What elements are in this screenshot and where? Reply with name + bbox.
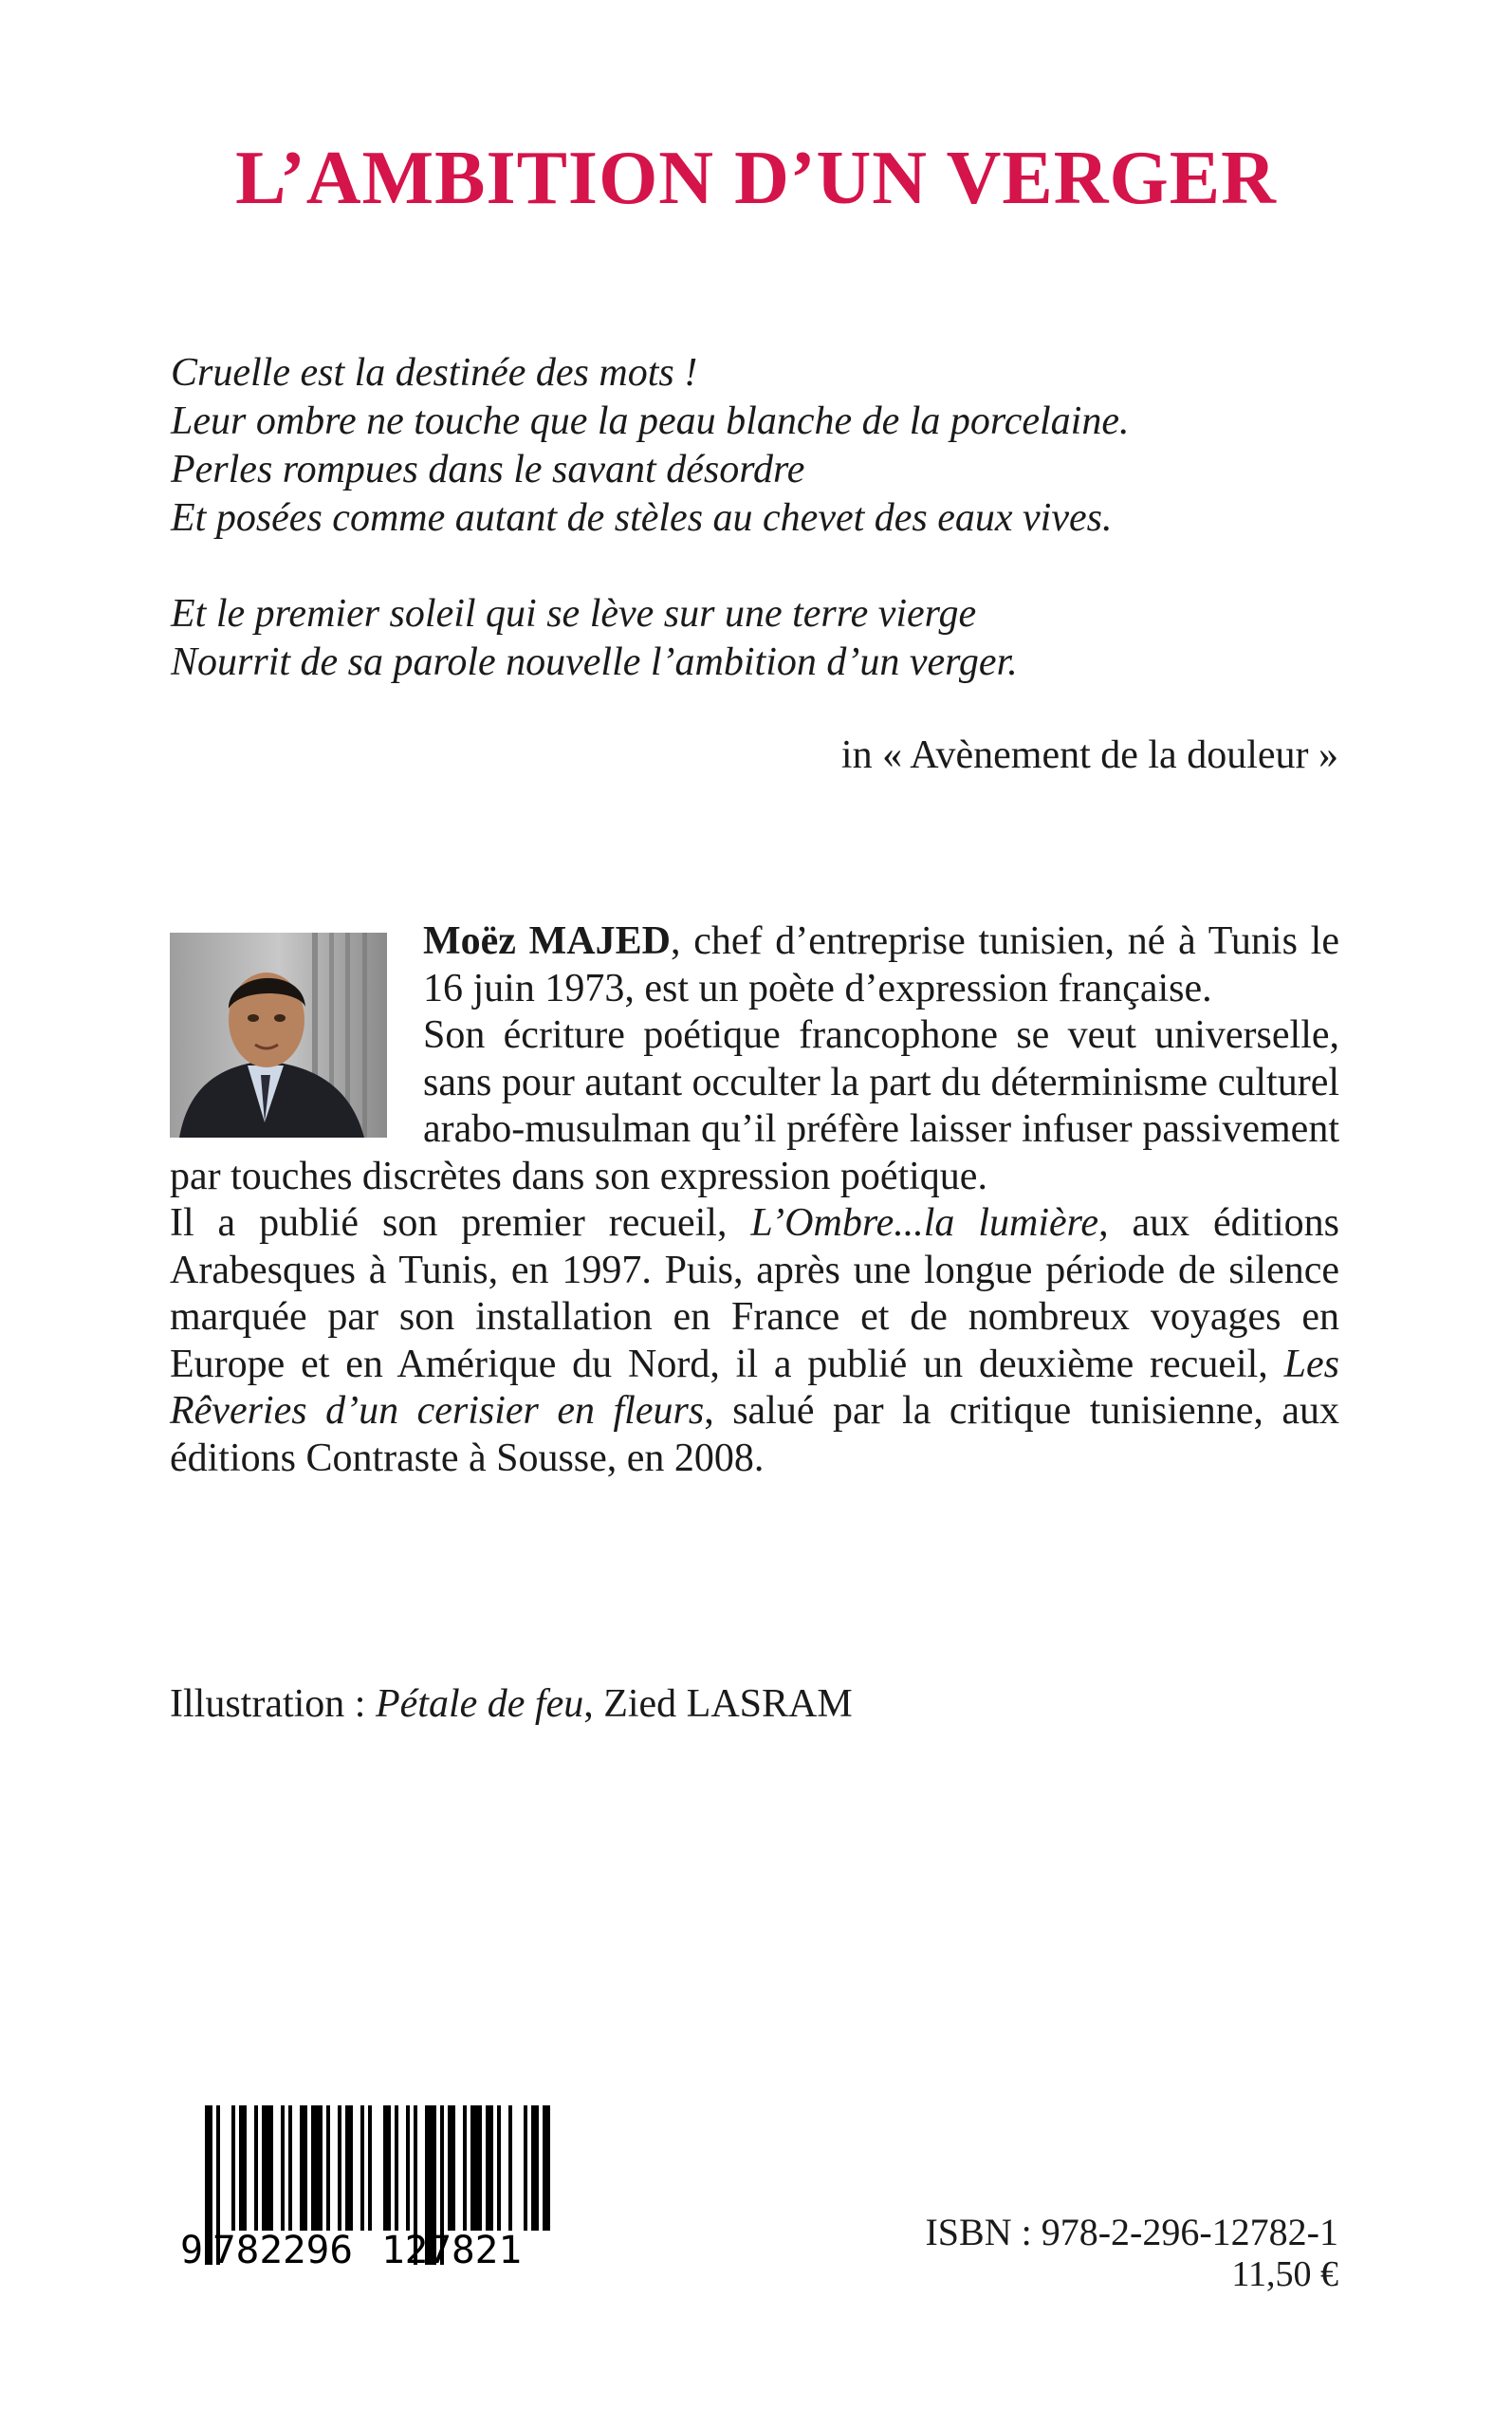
barcode (178, 2102, 577, 2268)
barcode-digit-first: 9 (180, 2229, 204, 2268)
poem-excerpt (171, 349, 1347, 734)
illustration-title: Pétale de feu (375, 1682, 584, 1726)
barcode-bar (281, 2105, 285, 2231)
poem-line: Cruelle est la destinée des mots ! (171, 351, 698, 395)
barcode-bar (448, 2105, 455, 2231)
barcode-bar (205, 2105, 212, 2265)
barcode-bar (338, 2105, 341, 2231)
barcode-bar (406, 2105, 410, 2231)
barcode-digits-right: 127821 (381, 2229, 522, 2268)
book-title: L’AMBITION D’UN VERGER (235, 137, 1277, 220)
poem-stanza-2 (171, 590, 1347, 687)
barcode-bar (368, 2105, 372, 2231)
barcode-bar (470, 2105, 482, 2231)
barcode-bar (508, 2105, 512, 2231)
illustration-credit: Illustration : Pétale de feu, Zied LASRAM (170, 1682, 853, 1726)
poem-line: Et le premier soleil qui se lève sur une terre vierge (171, 592, 977, 636)
barcode-bar (300, 2105, 307, 2231)
bio-paragraph-1: Moëz MAJED, chef d’entreprise tunisien, né à Tunis le 16 juin 1973, est un poète d’expression française. (423, 919, 1339, 1010)
barcode-bar (524, 2105, 527, 2231)
barcode-bar (345, 2105, 353, 2231)
barcode-bar (543, 2105, 550, 2231)
isbn: ISBN : 978-2-296-12782-1 (925, 2211, 1338, 2253)
poem-line: Nourrit de sa parole nouvelle l’ambition d’un verger. (171, 640, 1018, 684)
barcode-bar (288, 2105, 292, 2231)
barcode-bar (254, 2105, 258, 2231)
barcode-bar (383, 2105, 391, 2231)
barcode-bar (395, 2105, 398, 2231)
barcode-bar (486, 2105, 493, 2231)
barcode-bar (326, 2105, 330, 2231)
bio-paragraph-3: Il a publié son premier recueil, L’Ombre...la lumière, aux éditions Arabesques à Tunis, en 1997. Puis, après une longue période de silence marquée par son installation en France et de nombreux voyages en Europe et en Amérique du Nord, il a publié un deuxième recueil, Les Rêveries d’un cerisier en fleurs, salué par la critique tunisienne, aux éditions Contraste à Sousse, en 2008. (170, 1201, 1339, 1480)
barcode-bar (463, 2105, 467, 2231)
poem-line: Leur ombre ne touche que la peau blanche de la porcelaine. (171, 399, 1130, 443)
barcode-digits-left: 782296 (212, 2229, 353, 2268)
barcode-bar (497, 2105, 501, 2231)
poem-stanza-1 (171, 349, 1347, 543)
book-title-first-collection: L’Ombre...la lumière (750, 1201, 1099, 1245)
barcode-bar (231, 2105, 235, 2231)
barcode-bar (531, 2105, 539, 2231)
poem-line: Et posées comme autant de stèles au chevet des eaux vives. (171, 496, 1113, 540)
barcode-bar (239, 2105, 247, 2231)
poem-line: Perles rompues dans le savant désordre (171, 448, 805, 491)
author-biography (170, 918, 1339, 1482)
barcode-bar (311, 2105, 323, 2231)
author-name: Moëz MAJED (423, 919, 671, 963)
price: 11,50 € (1231, 2254, 1338, 2294)
bio-paragraph-2: Son écriture poétique francophone se veut universelle, sans pour autant occulter la part du déterminisme culturel arabo-musulman qu’il préfère laisser infuser passivement par touches discrètes dans son expression poétique. (170, 1013, 1339, 1198)
poem-source: in « Avènement de la douleur » (840, 733, 1338, 777)
barcode-bar (262, 2105, 273, 2231)
barcode-bar (360, 2105, 364, 2231)
book-title-second-collection: Les Rêveries d’un cerisier en fleurs (170, 1342, 1339, 1433)
